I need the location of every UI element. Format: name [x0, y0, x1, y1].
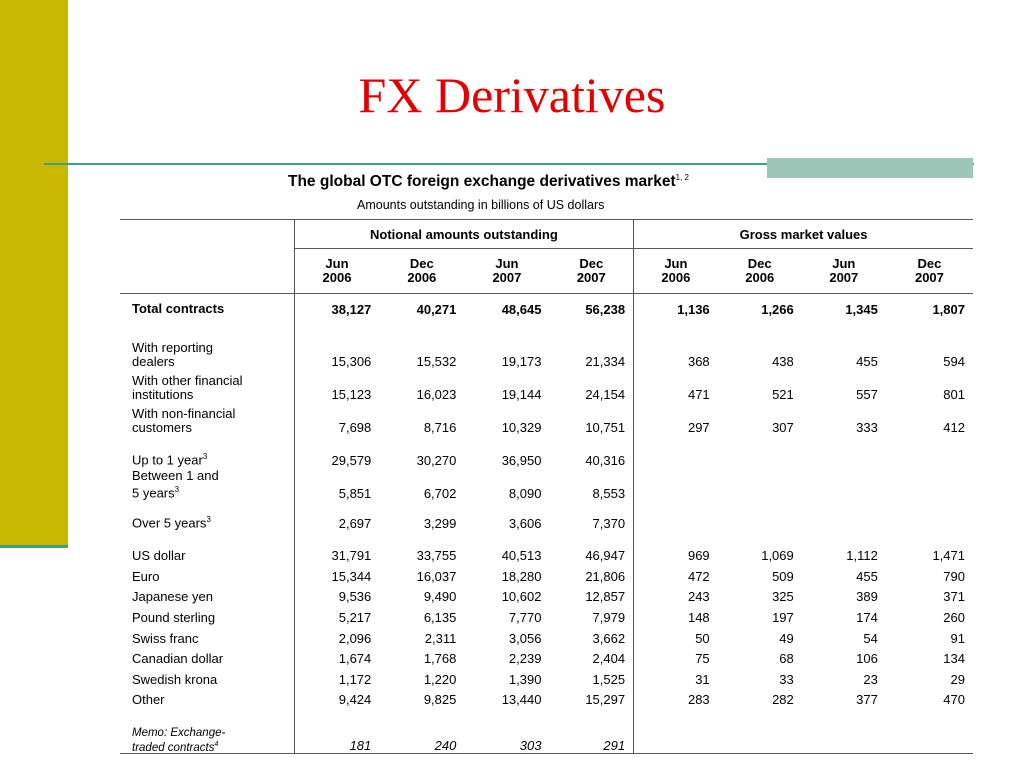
group-header-row — [120, 220, 973, 249]
table-cell: 557 — [856, 387, 878, 402]
table-cell: 6,135 — [423, 609, 457, 625]
table-cell: 15,297 — [585, 692, 626, 708]
table-cell: 2,096 — [294, 625, 379, 646]
table-cell: 181 — [294, 719, 379, 754]
table-cell: 15,532 — [416, 354, 457, 369]
table-cell: 2,404 — [592, 651, 626, 667]
table-cell: 790 — [943, 568, 965, 584]
table-cell: 240 — [379, 719, 464, 754]
table-cell: 40,316 — [585, 452, 626, 468]
table-cell: 174 — [856, 609, 878, 625]
table-cell: 371 — [943, 589, 965, 605]
column-header: Dec 2006 — [379, 249, 464, 294]
table-cell: 5,851 — [294, 468, 379, 501]
table-cell: 15,344 — [294, 563, 379, 584]
corner-cell — [120, 220, 294, 249]
table-cell: 7,370 — [592, 515, 626, 531]
table-cell: 10,329 — [501, 420, 542, 435]
table-cell: 1,807 — [886, 294, 973, 325]
table-cell: 50 — [634, 625, 718, 646]
table-title-text: The global OTC foreign exchange derivatives market — [288, 173, 676, 191]
table-row-currency — [120, 563, 973, 584]
column-header: Jun 2006 — [294, 249, 379, 294]
table-cell: 2,311 — [424, 630, 457, 646]
table-cell: 297 — [634, 402, 718, 435]
table-cell: 368 — [634, 336, 718, 369]
spacer-row — [120, 707, 973, 719]
table-cell: 470 — [943, 692, 965, 708]
column-header: Dec 2007 — [886, 249, 973, 294]
table-cell: 455 — [856, 354, 878, 369]
table-cell: 1,069 — [761, 548, 794, 564]
table-cell — [802, 468, 886, 501]
table-cell — [886, 468, 973, 501]
table-cell: 10,602 — [501, 589, 542, 605]
table-cell: 1,471 — [932, 548, 965, 564]
table-cell: 40,271 — [379, 294, 464, 325]
table-cell: 325 — [772, 589, 794, 605]
table-cell: 13,440 — [501, 692, 542, 708]
table-cell: 54 — [863, 630, 878, 646]
spacer-row — [120, 324, 973, 336]
table-cell — [802, 447, 886, 468]
table-cell: 33 — [779, 671, 794, 687]
table-row-up-to-1-year — [120, 447, 973, 468]
table-cell: 389 — [856, 589, 878, 605]
table-cell: 9,490 — [423, 589, 457, 605]
column-header: Dec 2007 — [549, 249, 633, 294]
table-cell: 40,513 — [501, 548, 542, 564]
table-cell — [634, 447, 718, 468]
table-row-currency — [120, 646, 973, 667]
table-cell: 24,154 — [585, 387, 626, 402]
table-cell: 1,768 — [423, 651, 457, 667]
table-row-memo — [120, 719, 973, 754]
table-cell: 969 — [634, 543, 718, 564]
row-label: Japanese yen — [132, 589, 213, 605]
slide-title: FX Derivatives — [358, 67, 666, 123]
table-cell: 49 — [779, 630, 794, 646]
table-cell — [718, 501, 802, 531]
derivatives-table — [120, 219, 973, 754]
table-cell — [718, 447, 802, 468]
table-cell: 148 — [634, 604, 718, 625]
table-cell: 283 — [634, 687, 718, 708]
row-label: Between 1 and 5 years$^3$ — [132, 468, 219, 501]
table-subtitle: Amounts outstanding in billions of US dollars — [357, 198, 605, 212]
table-cell: 521 — [772, 387, 794, 402]
table-cell: 455 — [856, 568, 878, 584]
row-label: Euro — [132, 568, 160, 584]
table-cell — [634, 501, 718, 531]
table-cell: 18,280 — [501, 568, 542, 584]
table-cell: 23 — [863, 671, 878, 687]
table-cell: 1,674 — [294, 646, 379, 667]
table-cell: 8,090 — [508, 485, 542, 501]
gross-group-header: Gross market values — [634, 220, 973, 249]
row-label: Up to 1 year$^3$ — [132, 452, 208, 468]
row-label: Other — [132, 692, 165, 708]
table-cell: 7,698 — [294, 402, 379, 435]
table-cell: 29,579 — [294, 447, 379, 468]
table-cell: 7,979 — [592, 609, 626, 625]
table-cell: 7,770 — [508, 609, 542, 625]
table-cell: 6,702 — [423, 485, 457, 501]
date-header-row — [120, 249, 973, 294]
table-cell: 3,662 — [592, 630, 626, 646]
table-row-non-financial — [120, 402, 973, 435]
table-cell: 56,238 — [549, 294, 633, 325]
row-label: With non-financial customers — [132, 406, 236, 435]
table-row-currency — [120, 584, 973, 605]
row-label: US dollar — [132, 548, 186, 564]
table-cell: 21,334 — [585, 354, 626, 369]
table-cell: 1,220 — [423, 671, 457, 687]
table-cell: 5,217 — [294, 604, 379, 625]
table-cell — [718, 719, 802, 754]
table-row-between-1-5 — [120, 468, 973, 501]
table-cell: 1,112 — [846, 548, 878, 564]
table-cell — [802, 501, 886, 531]
table-cell: 197 — [772, 609, 794, 625]
spacer-row — [120, 531, 973, 543]
table-cell: 31 — [634, 666, 718, 687]
table-cell: 48,645 — [464, 294, 549, 325]
table-cell: 9,825 — [423, 692, 457, 708]
table-cell: 16,023 — [416, 387, 457, 402]
table-cell: 3,606 — [508, 515, 542, 531]
table-cell — [802, 719, 886, 754]
table-cell: 10,751 — [585, 420, 626, 435]
table-cell: 377 — [856, 692, 878, 708]
spacer-row — [120, 435, 973, 447]
table-cell — [886, 719, 973, 754]
column-header: Jun 2007 — [464, 249, 549, 294]
table-row-currency — [120, 604, 973, 625]
table-cell: 106 — [856, 651, 878, 667]
table-row-currency — [120, 543, 973, 564]
row-label: With reporting dealers — [132, 340, 213, 369]
corner-cell — [120, 249, 294, 294]
table-cell: 291 — [549, 719, 633, 754]
table-cell: 3,299 — [423, 515, 457, 531]
table-cell — [718, 468, 802, 501]
row-label: Swiss franc — [132, 630, 199, 646]
column-header: Jun 2007 — [802, 249, 886, 294]
table-cell: 9,536 — [294, 584, 379, 605]
table-cell: 15,306 — [294, 336, 379, 369]
table-cell: 38,127 — [294, 294, 379, 325]
table-cell: 9,424 — [294, 687, 379, 708]
table-title — [288, 173, 689, 191]
table-cell: 91 — [950, 630, 965, 646]
table-row-other-financial — [120, 369, 973, 402]
table-cell: 15,123 — [294, 369, 379, 402]
table-cell: 31,791 — [294, 543, 379, 564]
row-label: Total contracts — [120, 294, 294, 325]
table-cell: 1,345 — [802, 294, 886, 325]
table-cell: 438 — [772, 354, 794, 369]
table-cell: 801 — [943, 387, 965, 402]
table-cell: 243 — [634, 584, 718, 605]
table-row-total — [120, 294, 973, 325]
row-label: Memo: Exchange- traded contracts$^4$ — [120, 719, 294, 754]
derivatives-table-container — [120, 219, 973, 754]
table-cell: 12,857 — [585, 589, 626, 605]
table-row-over-5-years — [120, 501, 973, 531]
table-cell: 1,136 — [634, 294, 718, 325]
table-row-currency — [120, 625, 973, 646]
table-cell: 8,553 — [592, 485, 626, 501]
table-cell: 1,172 — [294, 666, 379, 687]
row-label: Swedish krona — [132, 671, 218, 687]
table-cell: 75 — [634, 646, 718, 667]
table-cell: 68 — [779, 651, 794, 667]
table-cell: 1,390 — [508, 671, 542, 687]
table-cell: 46,947 — [585, 548, 626, 564]
row-label: Canadian dollar — [132, 651, 224, 667]
table-cell: 19,173 — [501, 354, 542, 369]
column-header: Dec 2006 — [718, 249, 802, 294]
table-cell: 19,144 — [501, 387, 542, 402]
table-cell — [886, 501, 973, 531]
table-cell: 33,755 — [416, 548, 457, 564]
row-label: Pound sterling — [132, 609, 216, 625]
table-cell: 1,266 — [718, 294, 802, 325]
table-cell: 260 — [943, 609, 965, 625]
table-cell: 594 — [943, 354, 965, 369]
table-cell — [886, 447, 973, 468]
table-cell — [634, 719, 718, 754]
table-cell: 509 — [772, 568, 794, 584]
table-cell: 333 — [856, 420, 878, 435]
table-cell: 1,525 — [592, 671, 626, 687]
table-cell: 472 — [634, 563, 718, 584]
left-accent-rule — [0, 545, 68, 548]
corner-accent-box — [767, 158, 973, 178]
table-row-reporting-dealers — [120, 336, 973, 369]
table-cell: 3,056 — [508, 630, 542, 646]
column-header: Jun 2006 — [634, 249, 718, 294]
table-title-footnote: 1, 2 — [675, 173, 689, 182]
row-label: Over 5 years$^3$ — [132, 515, 211, 531]
table-cell: 307 — [772, 420, 794, 435]
table-cell: 303 — [464, 719, 549, 754]
table-cell: 134 — [943, 651, 965, 667]
row-label: With other financial institutions — [132, 373, 243, 402]
table-cell: 2,697 — [294, 501, 379, 531]
table-cell: 8,716 — [423, 420, 457, 435]
table-cell: 36,950 — [501, 452, 542, 468]
table-cell: 471 — [634, 369, 718, 402]
table-cell: 30,270 — [416, 452, 457, 468]
table-row-currency — [120, 666, 973, 687]
table-cell: 21,806 — [585, 568, 626, 584]
table-cell: 29 — [950, 671, 965, 687]
table-cell: 2,239 — [508, 651, 542, 667]
table-cell: 16,037 — [416, 568, 457, 584]
table-cell — [634, 468, 718, 501]
table-cell: 282 — [772, 692, 794, 708]
notional-group-header: Notional amounts outstanding — [294, 220, 633, 249]
table-row-currency — [120, 687, 973, 708]
table-cell: 412 — [943, 420, 965, 435]
